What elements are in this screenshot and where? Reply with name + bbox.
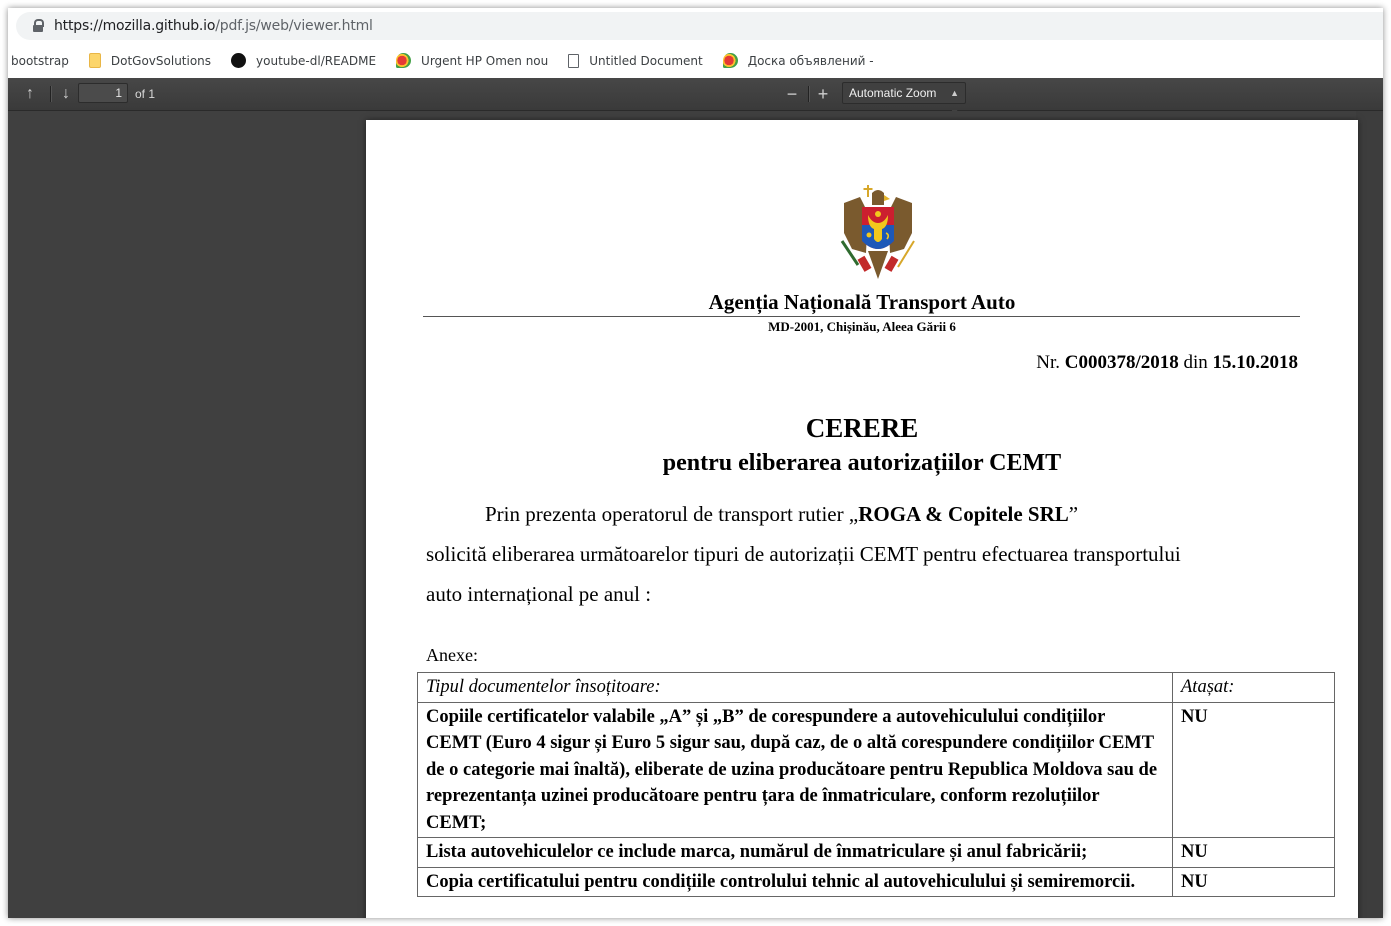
bookmark-label: Urgent HP Omen nou [421, 53, 549, 68]
bookmark-dotgovsolutions[interactable] [89, 53, 211, 68]
nr-date: 15.10.2018 [1212, 352, 1298, 373]
bookmarks-bar [8, 44, 1383, 77]
agency-name: Agenția Națională Transport Auto [708, 290, 1016, 314]
zoom-level: Automatic Zoom [849, 86, 937, 100]
zoom-select[interactable] [842, 82, 966, 104]
operator-name: ROGA & Copitele SRL [858, 502, 1069, 526]
bookmark-youtube-dl[interactable] [231, 53, 376, 68]
intro-line [485, 502, 1078, 527]
pdf-toolbar [8, 78, 1383, 111]
github-icon [231, 53, 246, 68]
intro-text: Prin prezenta operatorul de transport rutier „ [485, 502, 859, 526]
attached-cell: NU [1173, 867, 1335, 897]
nr-prefix: Nr. [1036, 352, 1060, 373]
page-number-input[interactable]: 1 [78, 83, 128, 103]
document-icon [568, 54, 579, 68]
bookmark-label: DotGovSolutions [110, 53, 212, 68]
bookmark-label: Untitled Document [589, 53, 703, 68]
plus-icon: + [817, 84, 829, 104]
bookmark-bootstrap[interactable] [11, 54, 69, 68]
zoom-out-button[interactable] [782, 84, 802, 104]
nr-value: C000378/2018 [1064, 352, 1179, 373]
doc-cell: Lista autovehiculelor ce include marca, numărul de înmatriculare și anul fabricării; [418, 838, 1173, 868]
bookmark-label: bootstrap [11, 53, 69, 68]
previous-page-button[interactable] [20, 84, 40, 104]
moldova-coat-of-arms-icon [838, 183, 918, 283]
table-header-row [418, 673, 1335, 703]
bookmark-label: youtube-dl/README [256, 53, 377, 68]
updown-chevron-icon: ▲ [950, 88, 959, 98]
nr-din: din [1183, 352, 1208, 373]
arrow-up-icon: ↑ [26, 85, 34, 102]
documents-table [417, 672, 1335, 897]
document-subtitle: pentru eliberarea autorizațiilor CEMT [662, 450, 1062, 476]
pdf-viewer[interactable] [8, 111, 1383, 918]
header-divider [423, 316, 1300, 317]
header-attached: Atașat: [1173, 673, 1335, 703]
pdf-page [366, 120, 1358, 918]
url-text[interactable]: https://mozilla.github.io/pdf.js/web/viewer.html [54, 18, 373, 34]
table-row [418, 838, 1335, 868]
table-row [418, 702, 1335, 838]
zoom-in-button[interactable] [813, 84, 833, 104]
bookmark-urgent-hp[interactable] [396, 53, 548, 68]
bookmark-untitled-document[interactable] [568, 54, 702, 68]
agency-address: MD-2001, Chișinău, Aleea Gării 6 [768, 319, 956, 334]
address-bar[interactable] [16, 12, 1383, 40]
bookmark-doska[interactable] [723, 53, 874, 68]
attached-cell: NU [1173, 702, 1335, 838]
close-quote: ” [1068, 502, 1079, 526]
arrow-down-icon: ↓ [62, 85, 70, 102]
yandex-icon [723, 53, 738, 68]
intro-line-3: auto internațional pe anul : [426, 582, 652, 606]
table-row [418, 867, 1335, 897]
separator [50, 86, 51, 102]
browser-window [8, 8, 1383, 918]
lock-icon[interactable] [30, 18, 46, 34]
request-number [1036, 352, 1298, 374]
bookmark-label: Доска объявлений - [747, 53, 874, 68]
intro-line-2: solicită eliberarea următoarelor tipuri de autorizații CEMT pentru efectuarea transportului [426, 542, 1181, 566]
annex-label: Anexe: [426, 645, 478, 665]
scrollbar[interactable] [1356, 111, 1383, 918]
yandex-icon [396, 53, 411, 68]
doc-cell: Copiile certificatelor valabile „A” și „B” de corespundere a autovehiculului condițiilor CEMT (Euro 4 sigur și Euro 5 sigur sau, după caz, de o altă corespundere condițiilor CEMT de o categorie mai înaltă), eliberate de uzina producătoare pentru Republica Moldova sau de reprezentanța uzinei producătoare pentru țara de înmatriculare, conform rezoluțiilor CEMT; [418, 702, 1173, 838]
next-page-button[interactable] [56, 84, 76, 104]
folder-icon [89, 53, 101, 68]
doc-cell: Copia certificatului pentru condițiile controlului tehnic al autovehiculului și semiremorcii. [418, 867, 1173, 897]
page-count: of 1 [135, 87, 156, 101]
header-doc-type: Tipul documentelor însoțitoare: [418, 673, 1173, 703]
address-bar-row [8, 8, 1383, 42]
document-title: CERERE [805, 413, 919, 443]
attached-cell: NU [1173, 838, 1335, 868]
separator [808, 86, 809, 102]
minus-icon: − [786, 84, 798, 104]
